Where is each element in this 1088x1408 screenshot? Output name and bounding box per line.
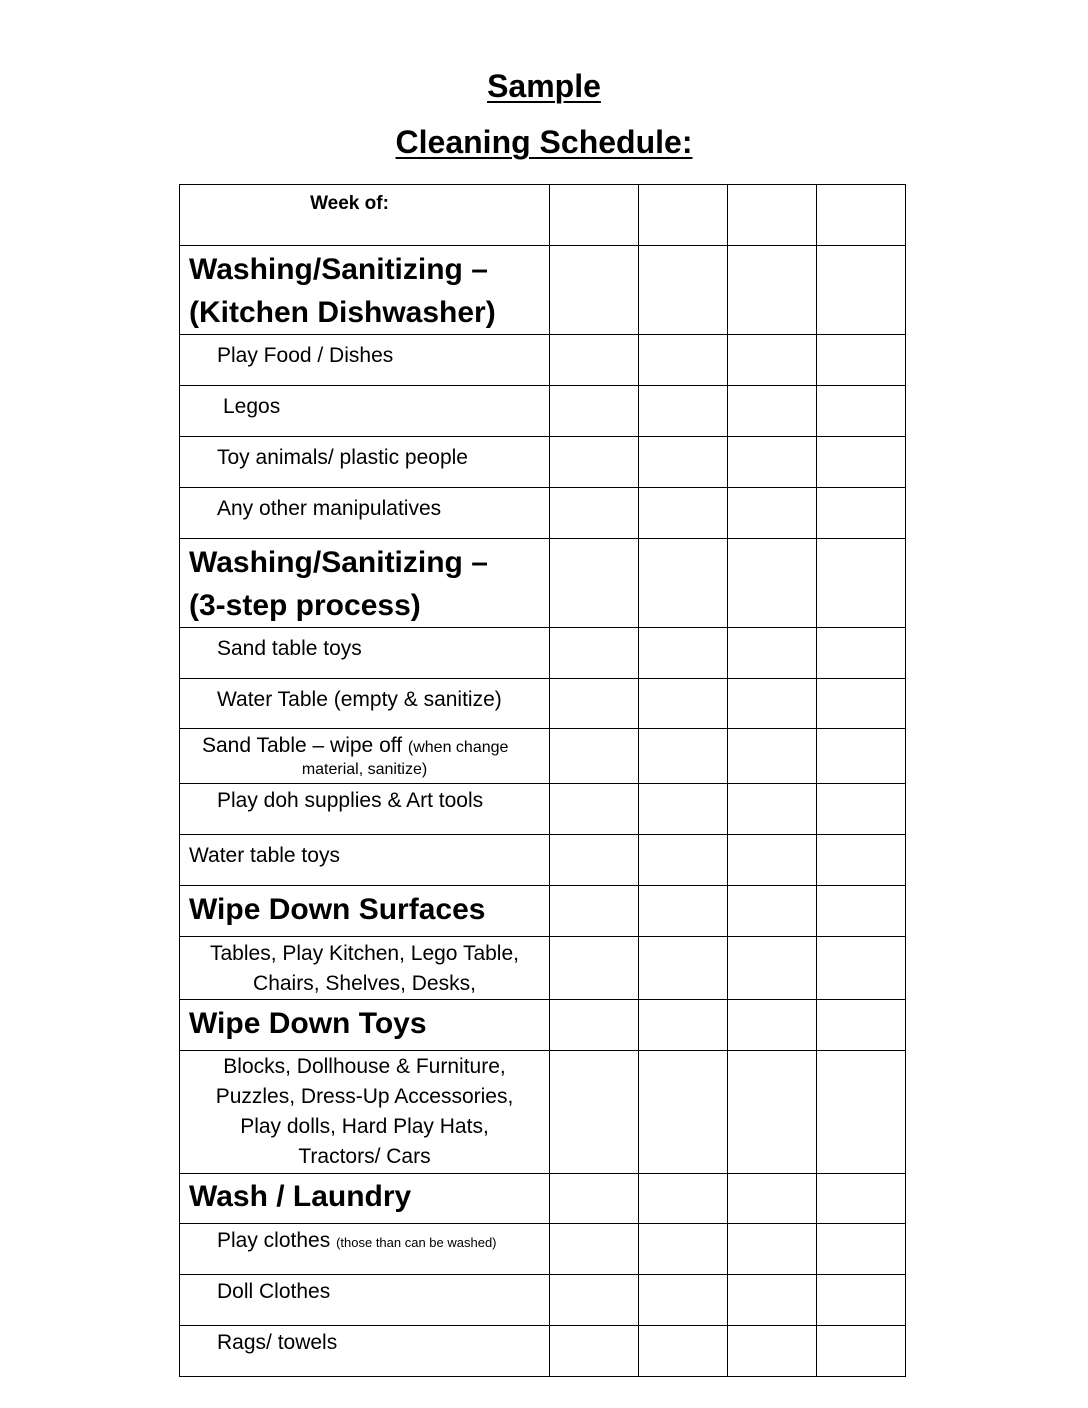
week-cell[interactable]	[550, 185, 639, 246]
section-heading: Washing/Sanitizing – (3-step process)	[180, 539, 550, 628]
check-cell[interactable]	[550, 1051, 639, 1174]
check-cell[interactable]	[728, 488, 817, 539]
check-cell[interactable]	[817, 1174, 906, 1224]
task-row	[180, 335, 906, 386]
check-cell[interactable]	[728, 539, 817, 628]
check-cell[interactable]	[639, 386, 728, 437]
check-cell[interactable]	[550, 1224, 639, 1275]
check-cell[interactable]	[639, 679, 728, 729]
check-cell[interactable]	[817, 835, 906, 886]
check-cell[interactable]	[817, 628, 906, 679]
check-cell[interactable]	[817, 1051, 906, 1174]
check-cell[interactable]	[550, 335, 639, 386]
task-row	[180, 679, 906, 729]
cleaning-schedule-table	[179, 184, 906, 1377]
task-row	[180, 488, 906, 539]
task-label: Any other manipulatives	[180, 488, 550, 539]
task-label: Toy animals/ plastic people	[180, 437, 550, 488]
task-label: Play doh supplies & Art tools	[180, 784, 550, 835]
task-row	[180, 784, 906, 835]
check-cell[interactable]	[550, 679, 639, 729]
check-cell[interactable]	[728, 1174, 817, 1224]
check-cell[interactable]	[817, 335, 906, 386]
week-of-row	[180, 185, 906, 246]
section-heading-row	[180, 539, 906, 628]
check-cell[interactable]	[817, 1275, 906, 1326]
check-cell[interactable]	[728, 937, 817, 1000]
check-cell[interactable]	[550, 729, 639, 784]
task-label: Play Food / Dishes	[180, 335, 550, 386]
check-cell[interactable]	[817, 1000, 906, 1051]
check-cell[interactable]	[639, 729, 728, 784]
task-row	[180, 437, 906, 488]
week-cell[interactable]	[639, 185, 728, 246]
check-cell[interactable]	[728, 628, 817, 679]
task-label: Water Table (empty & sanitize)	[180, 679, 550, 729]
check-cell[interactable]	[728, 1000, 817, 1051]
check-cell[interactable]	[817, 729, 906, 784]
page-title-cleaning-schedule: Cleaning Schedule:	[395, 124, 693, 160]
check-cell[interactable]	[728, 784, 817, 835]
check-cell[interactable]	[639, 886, 728, 937]
check-cell[interactable]	[817, 539, 906, 628]
check-cell[interactable]	[728, 335, 817, 386]
check-cell[interactable]	[550, 539, 639, 628]
task-row	[180, 386, 906, 437]
check-cell[interactable]	[550, 628, 639, 679]
section-heading: Washing/Sanitizing – (Kitchen Dishwasher)	[180, 246, 550, 335]
task-row	[180, 1275, 906, 1326]
task-label: Sand Table – wipe off (when change material, sanitize)	[180, 729, 550, 784]
check-cell[interactable]	[639, 488, 728, 539]
check-cell[interactable]	[639, 1174, 728, 1224]
check-cell[interactable]	[728, 246, 817, 335]
section-heading: Wash / Laundry	[180, 1174, 550, 1224]
check-cell[interactable]	[550, 784, 639, 835]
check-cell[interactable]	[728, 386, 817, 437]
check-cell[interactable]	[639, 1326, 728, 1377]
check-cell[interactable]	[728, 886, 817, 937]
check-cell[interactable]	[639, 1224, 728, 1275]
check-cell[interactable]	[728, 437, 817, 488]
section-heading-row	[180, 886, 906, 937]
check-cell[interactable]	[817, 679, 906, 729]
task-label: Blocks, Dollhouse & Furniture, Puzzles, Dress-Up Accessories, Play dolls, Hard Play Hats, Tractors/ Cars	[180, 1051, 550, 1174]
task-row	[180, 628, 906, 679]
check-cell[interactable]	[639, 628, 728, 679]
check-cell[interactable]	[639, 335, 728, 386]
check-cell[interactable]	[817, 784, 906, 835]
page-title-sample: Sample	[487, 68, 601, 104]
check-cell[interactable]	[550, 1174, 639, 1224]
check-cell[interactable]	[550, 386, 639, 437]
section-heading-row	[180, 1000, 906, 1051]
task-label: Sand table toys	[180, 628, 550, 679]
check-cell[interactable]	[728, 1275, 817, 1326]
check-cell[interactable]	[550, 1326, 639, 1377]
check-cell[interactable]	[550, 246, 639, 335]
section-heading-row	[180, 246, 906, 335]
check-cell[interactable]	[639, 937, 728, 1000]
task-label: Legos	[180, 386, 550, 437]
check-cell[interactable]	[639, 437, 728, 488]
task-row	[180, 937, 906, 1000]
check-cell[interactable]	[639, 539, 728, 628]
check-cell[interactable]	[817, 886, 906, 937]
check-cell[interactable]	[550, 437, 639, 488]
task-row	[180, 729, 906, 784]
task-label: Play clothes (those than can be washed)	[180, 1224, 550, 1275]
check-cell[interactable]	[728, 679, 817, 729]
check-cell[interactable]	[728, 1051, 817, 1174]
section-heading: Wipe Down Surfaces	[180, 886, 550, 937]
check-cell[interactable]	[817, 1224, 906, 1275]
check-cell[interactable]	[817, 437, 906, 488]
section-heading: Wipe Down Toys	[180, 1000, 550, 1051]
check-cell[interactable]	[728, 835, 817, 886]
check-cell[interactable]	[639, 1000, 728, 1051]
check-cell[interactable]	[728, 1224, 817, 1275]
week-cell[interactable]	[817, 185, 906, 246]
task-label: Doll Clothes	[180, 1275, 550, 1326]
check-cell[interactable]	[817, 386, 906, 437]
check-cell[interactable]	[817, 1326, 906, 1377]
task-label: Tables, Play Kitchen, Lego Table, Chairs, Shelves, Desks,	[180, 937, 550, 1000]
check-cell[interactable]	[639, 784, 728, 835]
week-of-label: Week of:	[180, 185, 550, 246]
check-cell[interactable]	[639, 1275, 728, 1326]
check-cell[interactable]	[550, 937, 639, 1000]
check-cell[interactable]	[817, 488, 906, 539]
section-heading-row	[180, 1174, 906, 1224]
check-cell[interactable]	[550, 1275, 639, 1326]
check-cell[interactable]	[817, 937, 906, 1000]
check-cell[interactable]	[728, 1326, 817, 1377]
check-cell[interactable]	[550, 835, 639, 886]
check-cell[interactable]	[550, 488, 639, 539]
check-cell[interactable]	[728, 729, 817, 784]
week-cell[interactable]	[728, 185, 817, 246]
check-cell[interactable]	[550, 1000, 639, 1051]
task-label: Water table toys	[180, 835, 550, 886]
check-cell[interactable]	[639, 246, 728, 335]
task-row	[180, 1224, 906, 1275]
task-label: Rags/ towels	[180, 1326, 550, 1377]
task-row	[180, 835, 906, 886]
check-cell[interactable]	[639, 835, 728, 886]
task-row	[180, 1051, 906, 1174]
task-row	[180, 1326, 906, 1377]
check-cell[interactable]	[550, 886, 639, 937]
check-cell[interactable]	[639, 1051, 728, 1174]
check-cell[interactable]	[817, 246, 906, 335]
